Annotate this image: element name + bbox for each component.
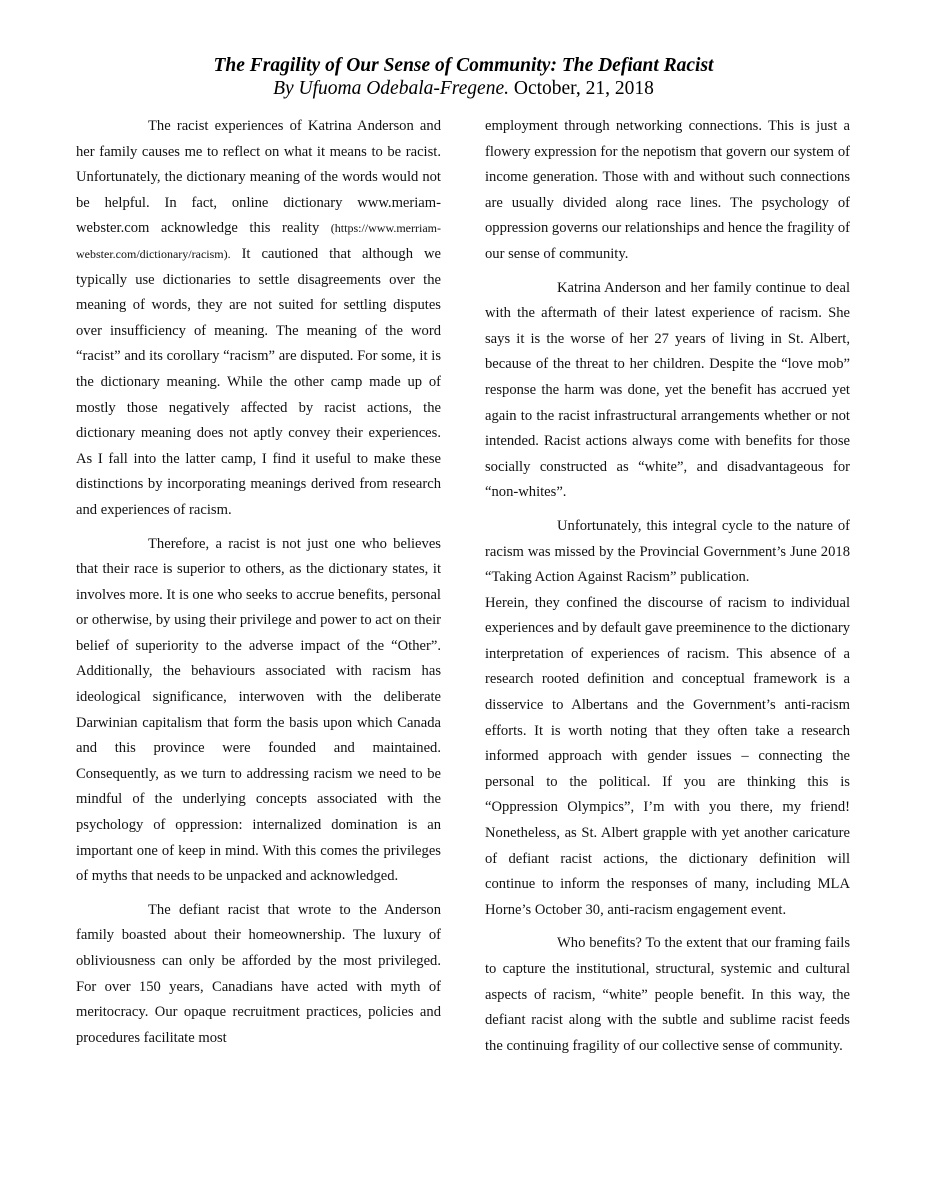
paragraph-1	[76, 114, 441, 524]
paragraph-6: Unfortunately, this integral cycle to the nature of racism was missed by the Provincial Government’s June 2018 “Taking Action Against Racism” publication.	[485, 517, 850, 586]
dictionary-url: (https://www.merriam-webster.com/dictionary/racism).	[76, 221, 441, 261]
paragraph-3: The defiant racist that wrote to the Anderson family boasted about their homeownership. The luxury of obliviousness can only be afforded by the most privileged. For over 150 years, Canadians have acted with myth of meritocracy. Our opaque recruitment practices, policies and procedures facilitate most	[76, 901, 441, 1046]
article-title: The Fragility of Our Sense of Community: The Defiant Racist	[213, 55, 714, 76]
paragraph-2: Therefore, a racist is not just one who believes that their race is superior to others, as the dictionary states, it involves more. It is one who seeks to accrue benefits, personal or otherwise, by using their privilege and power to act on their belief of superiority to the adverse impact of the “Other”. Additionally, the behaviours associated with racism has ideological significance, interwoven with the deliberate Darwinian capitalism that form the basis upon which Canada and this province were founded and maintained. Consequently, as we turn to addressing racism we need to be mindful of the underlying concepts associated with the psychology of oppression: internalized domination is an important one of keep in mind. With this comes the privileges of myths that needs to be unpacked and acknowledged.	[76, 535, 441, 885]
right-column	[485, 114, 850, 1059]
author-name: By Ufuoma Odebala-Fregene.	[273, 78, 509, 99]
left-column	[76, 114, 441, 1051]
paragraph-4: employment through networking connections. This is just a flowery expression for the nepotism that govern our system of income generation. Those with and without such connections are usually divided along race lines. The psychology of oppression governs our relationships and hence the fragility of our sense of community.	[485, 118, 850, 262]
paragraph-1-text-b: It cautioned that although we typically use dictionaries to settle disagreements over the meaning of words, they are not suited for settling disputes over insufficiency of meaning. The meaning of the word “racist” and its corollary “racism” are disputed. For some, it is the dictionary meaning. While the other camp made up of mostly those negatively affected by racist actions, the dictionary meaning does not aptly convey their experiences. As I fall into the latter camp, I find it useful to make these distinctions by incorporating meanings derived from research and experiences of racism.	[76, 245, 441, 518]
article-byline	[0, 77, 927, 100]
article-header	[0, 54, 927, 100]
paragraph-7: Herein, they confined the discourse of racism to individual experiences and by default gave preeminence to the dictionary interpretation of experiences of racism. This absence of a research rooted definition and conceptual framework is a disservice to Albertans and the Government’s anti-racism efforts. It is worth noting that they often take a research informed approach with gender issues – connecting the personal to the political. If you are thinking this is “Oppression Olympics”, I’m with you there, my friend! Nonetheless, as St. Albert grapple with yet another caricature of defiant racist actions, the dictionary definition will continue to inform the responses of many, including MLA Horne’s October 30, anti-racism engagement event.	[485, 594, 850, 918]
paragraph-5: Katrina Anderson and her family continue to deal with the aftermath of their latest experience of racism. She says it is the worse of her 27 years of living in St. Albert, because of the threat to her children. Despite the “love mob” response the harm was done, yet the benefit has accrued yet again to the racist infrastructural arrangements whether or not intended. Racist actions always come with benefits for those socially constructed as “white”, and disadvantageous for “non-whites”.	[485, 279, 850, 501]
article-date: October, 21, 2018	[509, 78, 654, 99]
paragraph-1-text-a: The racist experiences of Katrina Anderson and her family causes me to reflect on what it means to be racist. Unfortunately, the dictionary meaning of the words would not be helpful. In fact, online dictionary www.meriam-webster.com acknowledge this reality	[76, 118, 441, 237]
paragraph-8: Who benefits? To the extent that our framing fails to capture the institutional, structural, systemic and cultural aspects of racism, “white” people benefit. In this way, the defiant racist along with the subtle and sublime racist feeds the continuing fragility of our collective sense of community.	[485, 935, 850, 1054]
